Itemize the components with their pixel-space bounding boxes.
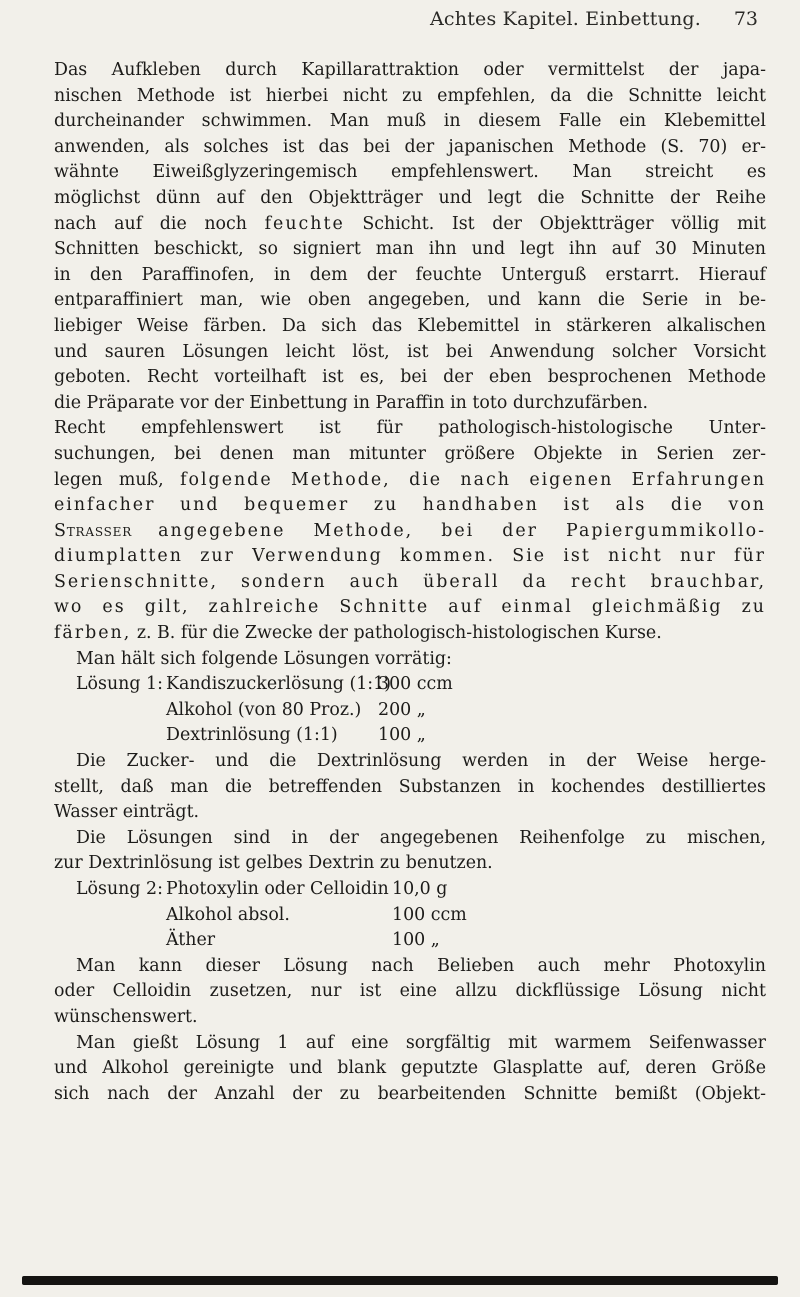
recipe-amount: 10,0 g (392, 879, 448, 899)
recipe-row (54, 928, 766, 954)
recipe-row (54, 877, 766, 903)
text-line: in den Paraffinofen, in dem der feuchte Unterguß erstarrt. Hierauf (54, 264, 766, 285)
recipe-label: Lösung 1: (76, 674, 163, 695)
recipe-row (54, 903, 766, 929)
text-line: anwenden, als solches ist das bei der japanischen Methode (S. 70) er- (54, 136, 766, 157)
text-line: diumplatten zur Verwendung kommen. Sie ist nicht nur für (54, 546, 766, 567)
text-line (54, 621, 766, 647)
solution-1-recipe (54, 672, 766, 749)
body-text (54, 58, 766, 1107)
recipe-ingredient: Kandiszuckerlösung (1:1) (166, 674, 391, 695)
author-name: Strasser (54, 520, 133, 541)
text-fragment: nach auf die noch (54, 213, 247, 234)
recipe-row (54, 672, 766, 698)
emphasis-spaced: folgende Methode, die nach eigenen Erfahrungen (180, 469, 767, 490)
text-line: Die Lösungen sind in der angegebenen Reihenfolge zu mischen, (76, 827, 766, 848)
text-line (54, 519, 766, 545)
recipe-ingredient: Dextrinlösung (1:1) (166, 725, 338, 746)
text-line: entparaffiniert man, wie oben angegeben, und kann die Serie in be- (54, 290, 766, 311)
text-line: Die Zucker- und die Dextrinlösung werden in der Weise herge- (76, 751, 766, 772)
recipe-ingredient: Alkohol absol. (166, 904, 290, 925)
recipe-row (54, 698, 766, 724)
emphasis-spaced: angegebene Methode, bei der Papiergummikollo- (158, 520, 766, 541)
recipe-amount: 100 „ (378, 725, 426, 746)
text-line: suchungen, bei denen man mitunter größere Objekte in Serien zer- (54, 443, 766, 464)
text-line: Recht empfehlenswert ist für pathologisch-histologische Unter- (54, 418, 766, 439)
text-line: liebiger Weise färben. Da sich das Klebemittel in stärkeren alkalischen (54, 315, 766, 336)
recipe-row (54, 723, 766, 749)
recipe-amount: 300 ccm (378, 674, 453, 695)
page-number: 73 (733, 8, 758, 30)
text-fragment: legen muß, (54, 469, 164, 490)
solution-2-recipe (54, 877, 766, 954)
text-line: zur Dextrinlösung ist gelbes Dextrin zu benutzen. (54, 853, 493, 874)
text-line: Schnitten beschickt, so signiert man ihn und legt ihn auf 30 Minuten (54, 239, 766, 260)
text-line: wähnte Eiweißglyzeringemisch empfehlenswert. Man streicht es (54, 162, 766, 183)
text-line: Serienschnitte, sondern auch überall da recht brauchbar, (54, 571, 766, 592)
recipe-amount: 100 ccm (392, 904, 467, 925)
text-line: Wasser einträgt. (54, 802, 200, 823)
text-line: durcheinander schwimmen. Man muß in diesem Falle ein Klebemittel (54, 111, 766, 132)
text-line: wünschenswert. (54, 1006, 198, 1027)
text-line: wo es gilt, zahlreiche Schnitte auf einmal gleichmäßig zu (54, 597, 766, 618)
text-line: Man hält sich folgende Lösungen vorrätig: (76, 648, 452, 669)
text-line: und Alkohol gereinigte und blank geputzte Glasplatte auf, deren Größe (54, 1058, 766, 1079)
text-line: geboten. Recht vorteilhaft ist es, bei der eben besprochenen Methode (54, 367, 766, 388)
running-head: Achtes Kapitel. Einbettung. (430, 8, 702, 30)
text-fragment: Schicht. Ist der Objektträger völlig mit (362, 213, 767, 234)
text-line (54, 212, 766, 238)
text-line: nischen Methode ist hierbei nicht zu empfehlen, da die Schnitte leicht (54, 85, 766, 106)
text-line: einfacher und bequemer zu handhaben ist als die von (54, 495, 766, 516)
text-line (54, 468, 766, 494)
page-bottom-edge (22, 1276, 778, 1285)
text-line: Das Aufkleben durch Kapillarattraktion oder vermittelst der japa- (54, 60, 766, 80)
text-line: die Präparate vor der Einbettung in Paraffin in toto durchzufärben. (54, 392, 649, 413)
text-line: möglichst dünn auf den Objektträger und legt die Schnitte der Reihe (54, 187, 766, 208)
text-line: oder Celloidin zusetzen, nur ist eine allzu dickflüssige Lösung nicht (54, 981, 766, 1002)
text-line: sich nach der Anzahl der zu bearbeitenden Schnitte bemißt (Objekt- (54, 1083, 766, 1104)
recipe-label: Lösung 2: (76, 879, 163, 899)
text-line: und sauren Lösungen leicht löst, ist bei Anwendung solcher Vorsicht (54, 341, 766, 362)
text-fragment: z. B. für die Zwecke der pathologisch-histologischen Kurse. (136, 623, 662, 644)
recipe-amount: 100 „ (392, 930, 440, 951)
emphasis-spaced: feuchte (264, 213, 345, 234)
recipe-ingredient: Äther (166, 930, 216, 951)
text-line: Man kann dieser Lösung nach Belieben auch mehr Photoxylin (76, 955, 766, 976)
text-line: Man gießt Lösung 1 auf eine sorgfältig mit warmem Seifenwasser (76, 1032, 766, 1053)
text-line: stellt, daß man die betreffenden Substanzen in kochendes destilliertes (54, 776, 766, 797)
emphasis-spaced: färben, (54, 623, 132, 644)
recipe-amount: 200 „ (378, 699, 426, 720)
recipe-ingredient: Alkohol (von 80 Proz.) (166, 699, 362, 720)
recipe-ingredient: Photoxylin oder Celloidin (166, 879, 389, 899)
